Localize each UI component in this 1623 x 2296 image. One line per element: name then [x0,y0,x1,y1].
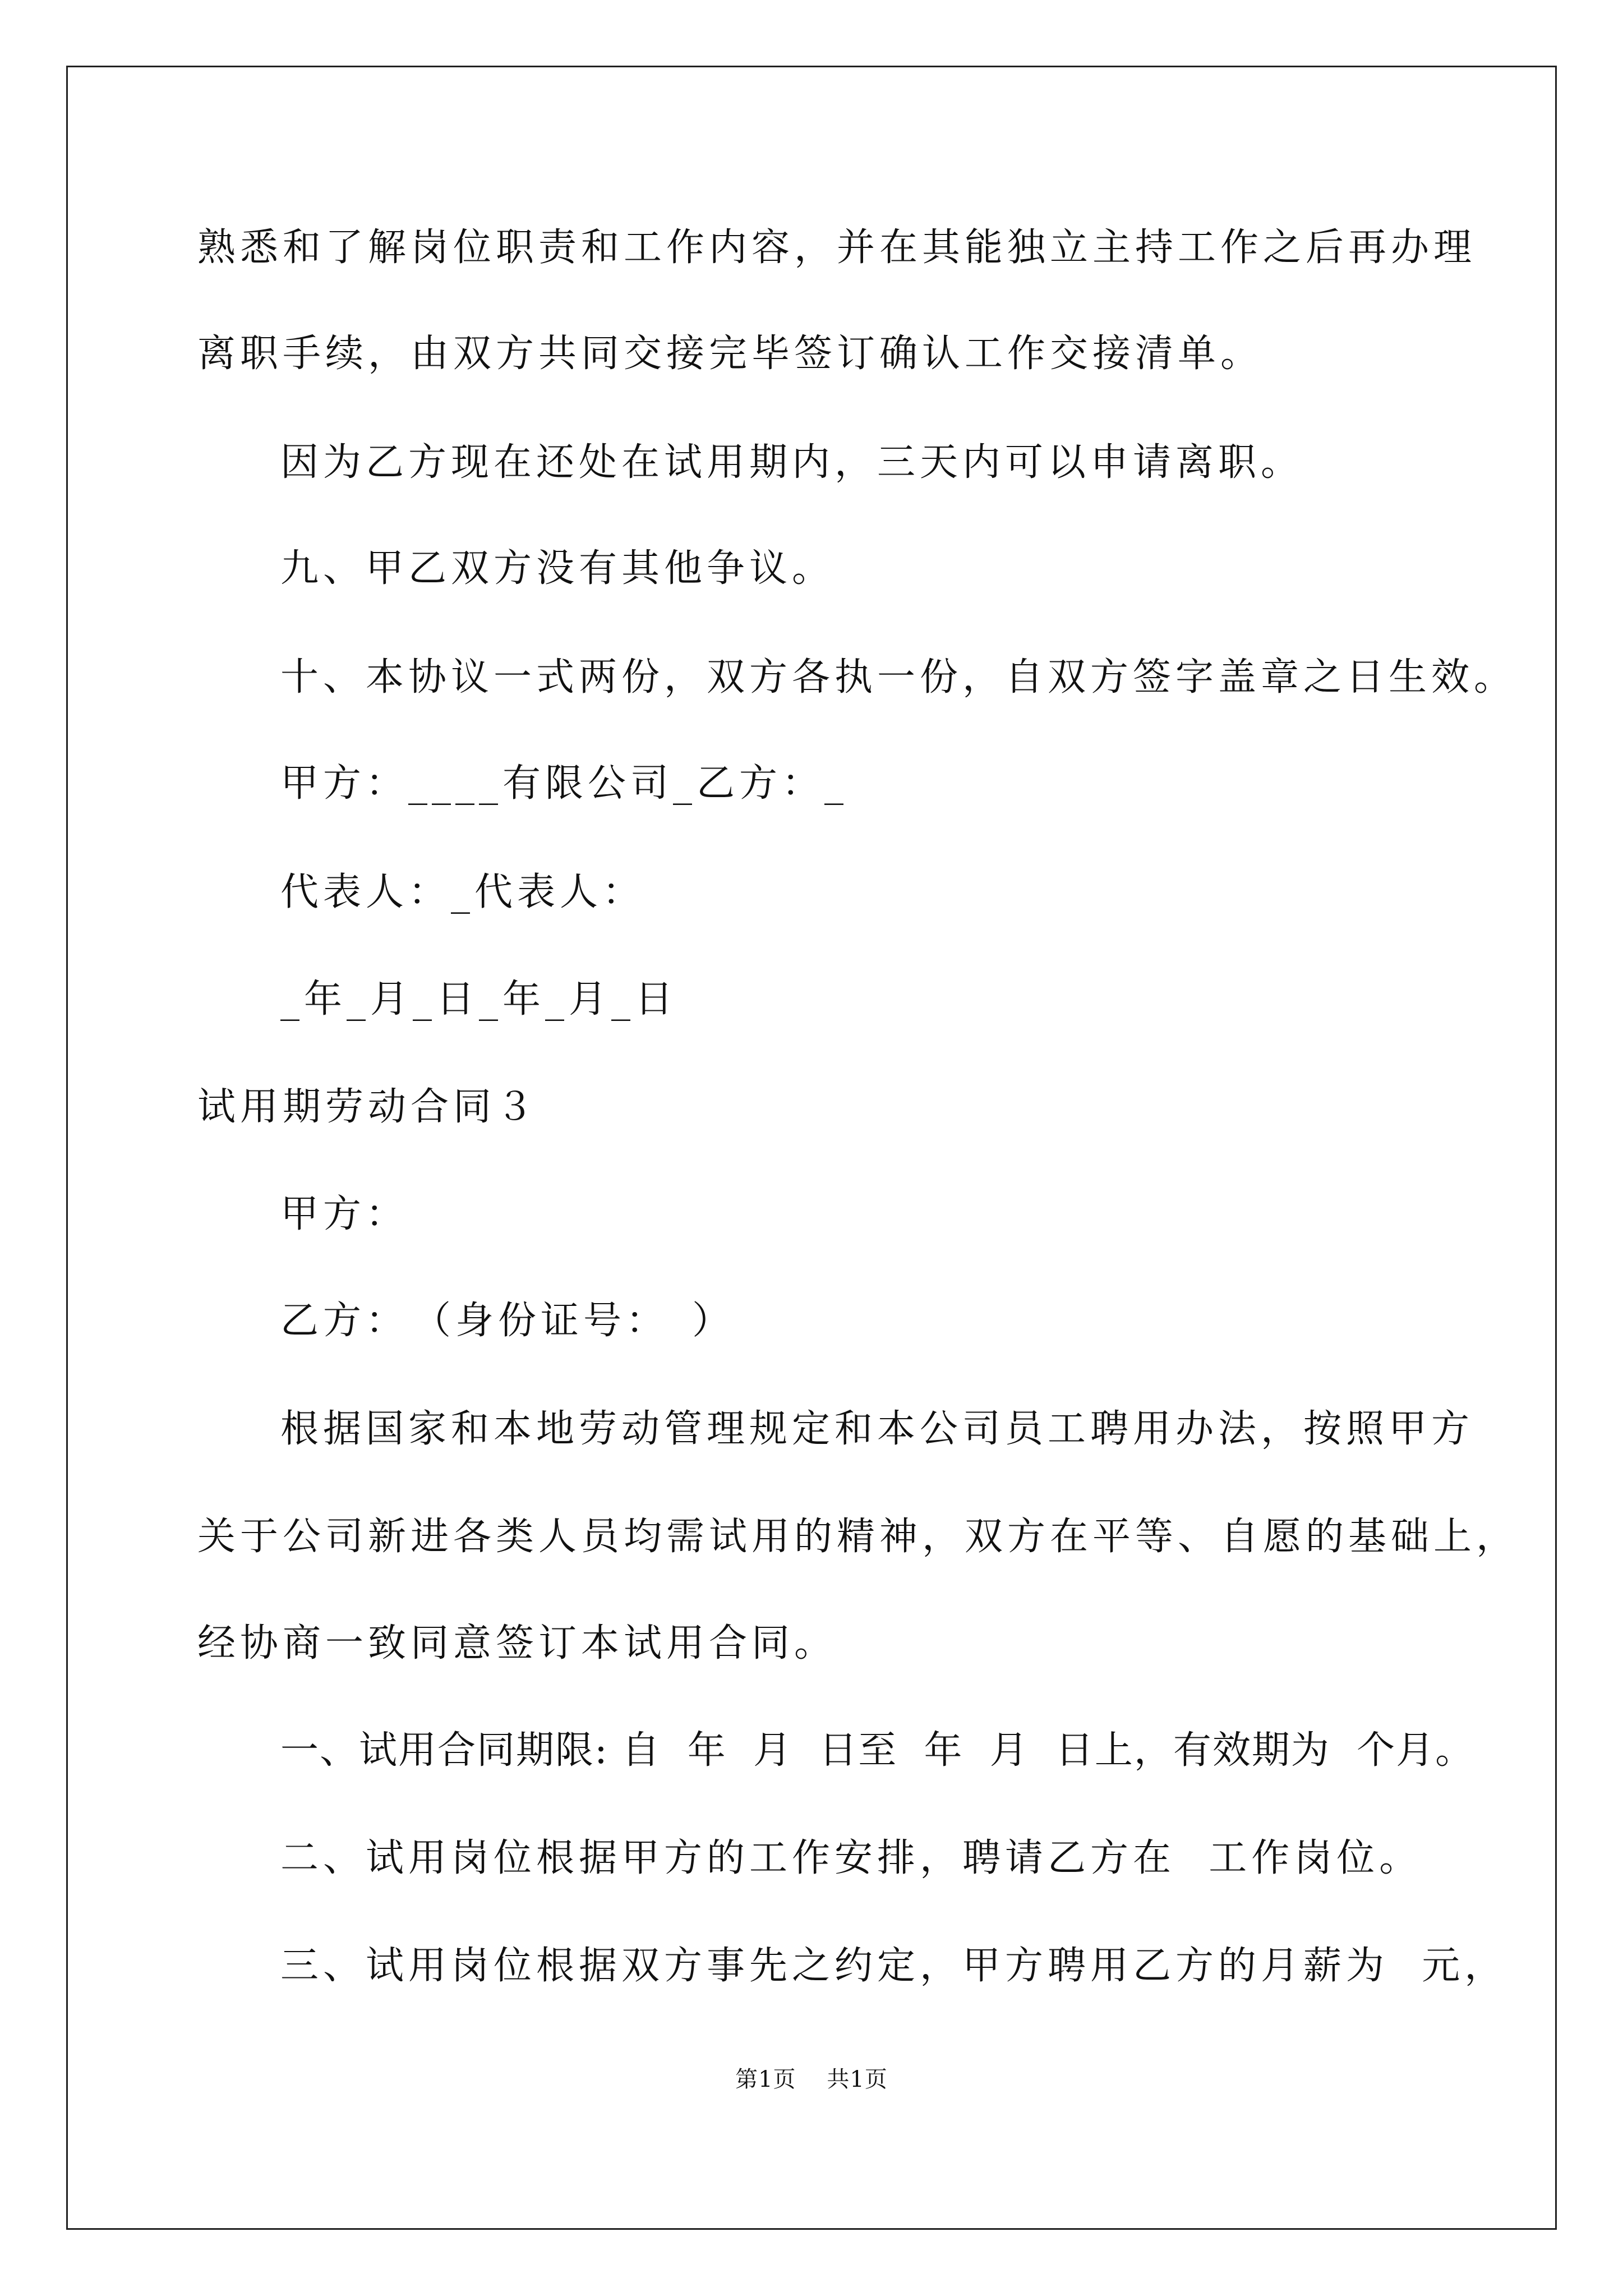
paragraph-line-5: 十、本协议一式两份，双方各执一份，自双方签字盖章之日生效。 [280,655,1517,700]
clause-3: 三、试用岗位根据双方事先之约定，甲方聘用乙方的月薪为 元， [280,1944,1507,1988]
signature-representative-line: 代表人：_代表人： [280,870,645,914]
section-title: 试用期劳动合同３ [197,1085,539,1129]
paragraph-line-4: 九、甲乙双方没有其他争议。 [280,546,835,591]
paragraph-line-1: 熟悉和了解岗位职责和工作内容，并在其能独立主持工作之后再办理 [197,226,1477,270]
paragraph-line-3: 因为乙方现在还处在试用期内，三天内可以申请离职。 [280,440,1304,485]
signature-party-line: 甲方：____有限公司_乙方：_ [280,761,849,806]
preamble-line-3: 经协商一致同意签订本试用合同。 [197,1621,837,1665]
preamble-line-1: 根据国家和本地劳动管理规定和本公司员工聘用办法，按照甲方 [280,1407,1474,1451]
preamble-line-2: 关于公司新进各类人员均需试用的精神，双方在平等、自愿的基础上， [197,1515,1519,1559]
clause-1: 一、试用合同期限: 自 年 月 日至 年 月 日上，有效期为 个月。 [280,1728,1475,1773]
page-number-footer: 第1页 共1页 [735,2067,888,2092]
paragraph-line-2: 离职手续，由双方共同交接完毕签订确认工作交接清单。 [197,332,1264,376]
party-b-line: 乙方： （身份证号： ） [280,1299,735,1343]
signature-date-line: _年_月_日_年_月_日 [280,977,678,1022]
page-border [66,66,1557,2230]
clause-2: 二、试用岗位根据甲方的工作安排，聘请乙方在 工作岗位。 [280,1836,1422,1880]
party-a-line: 甲方： [280,1192,409,1236]
